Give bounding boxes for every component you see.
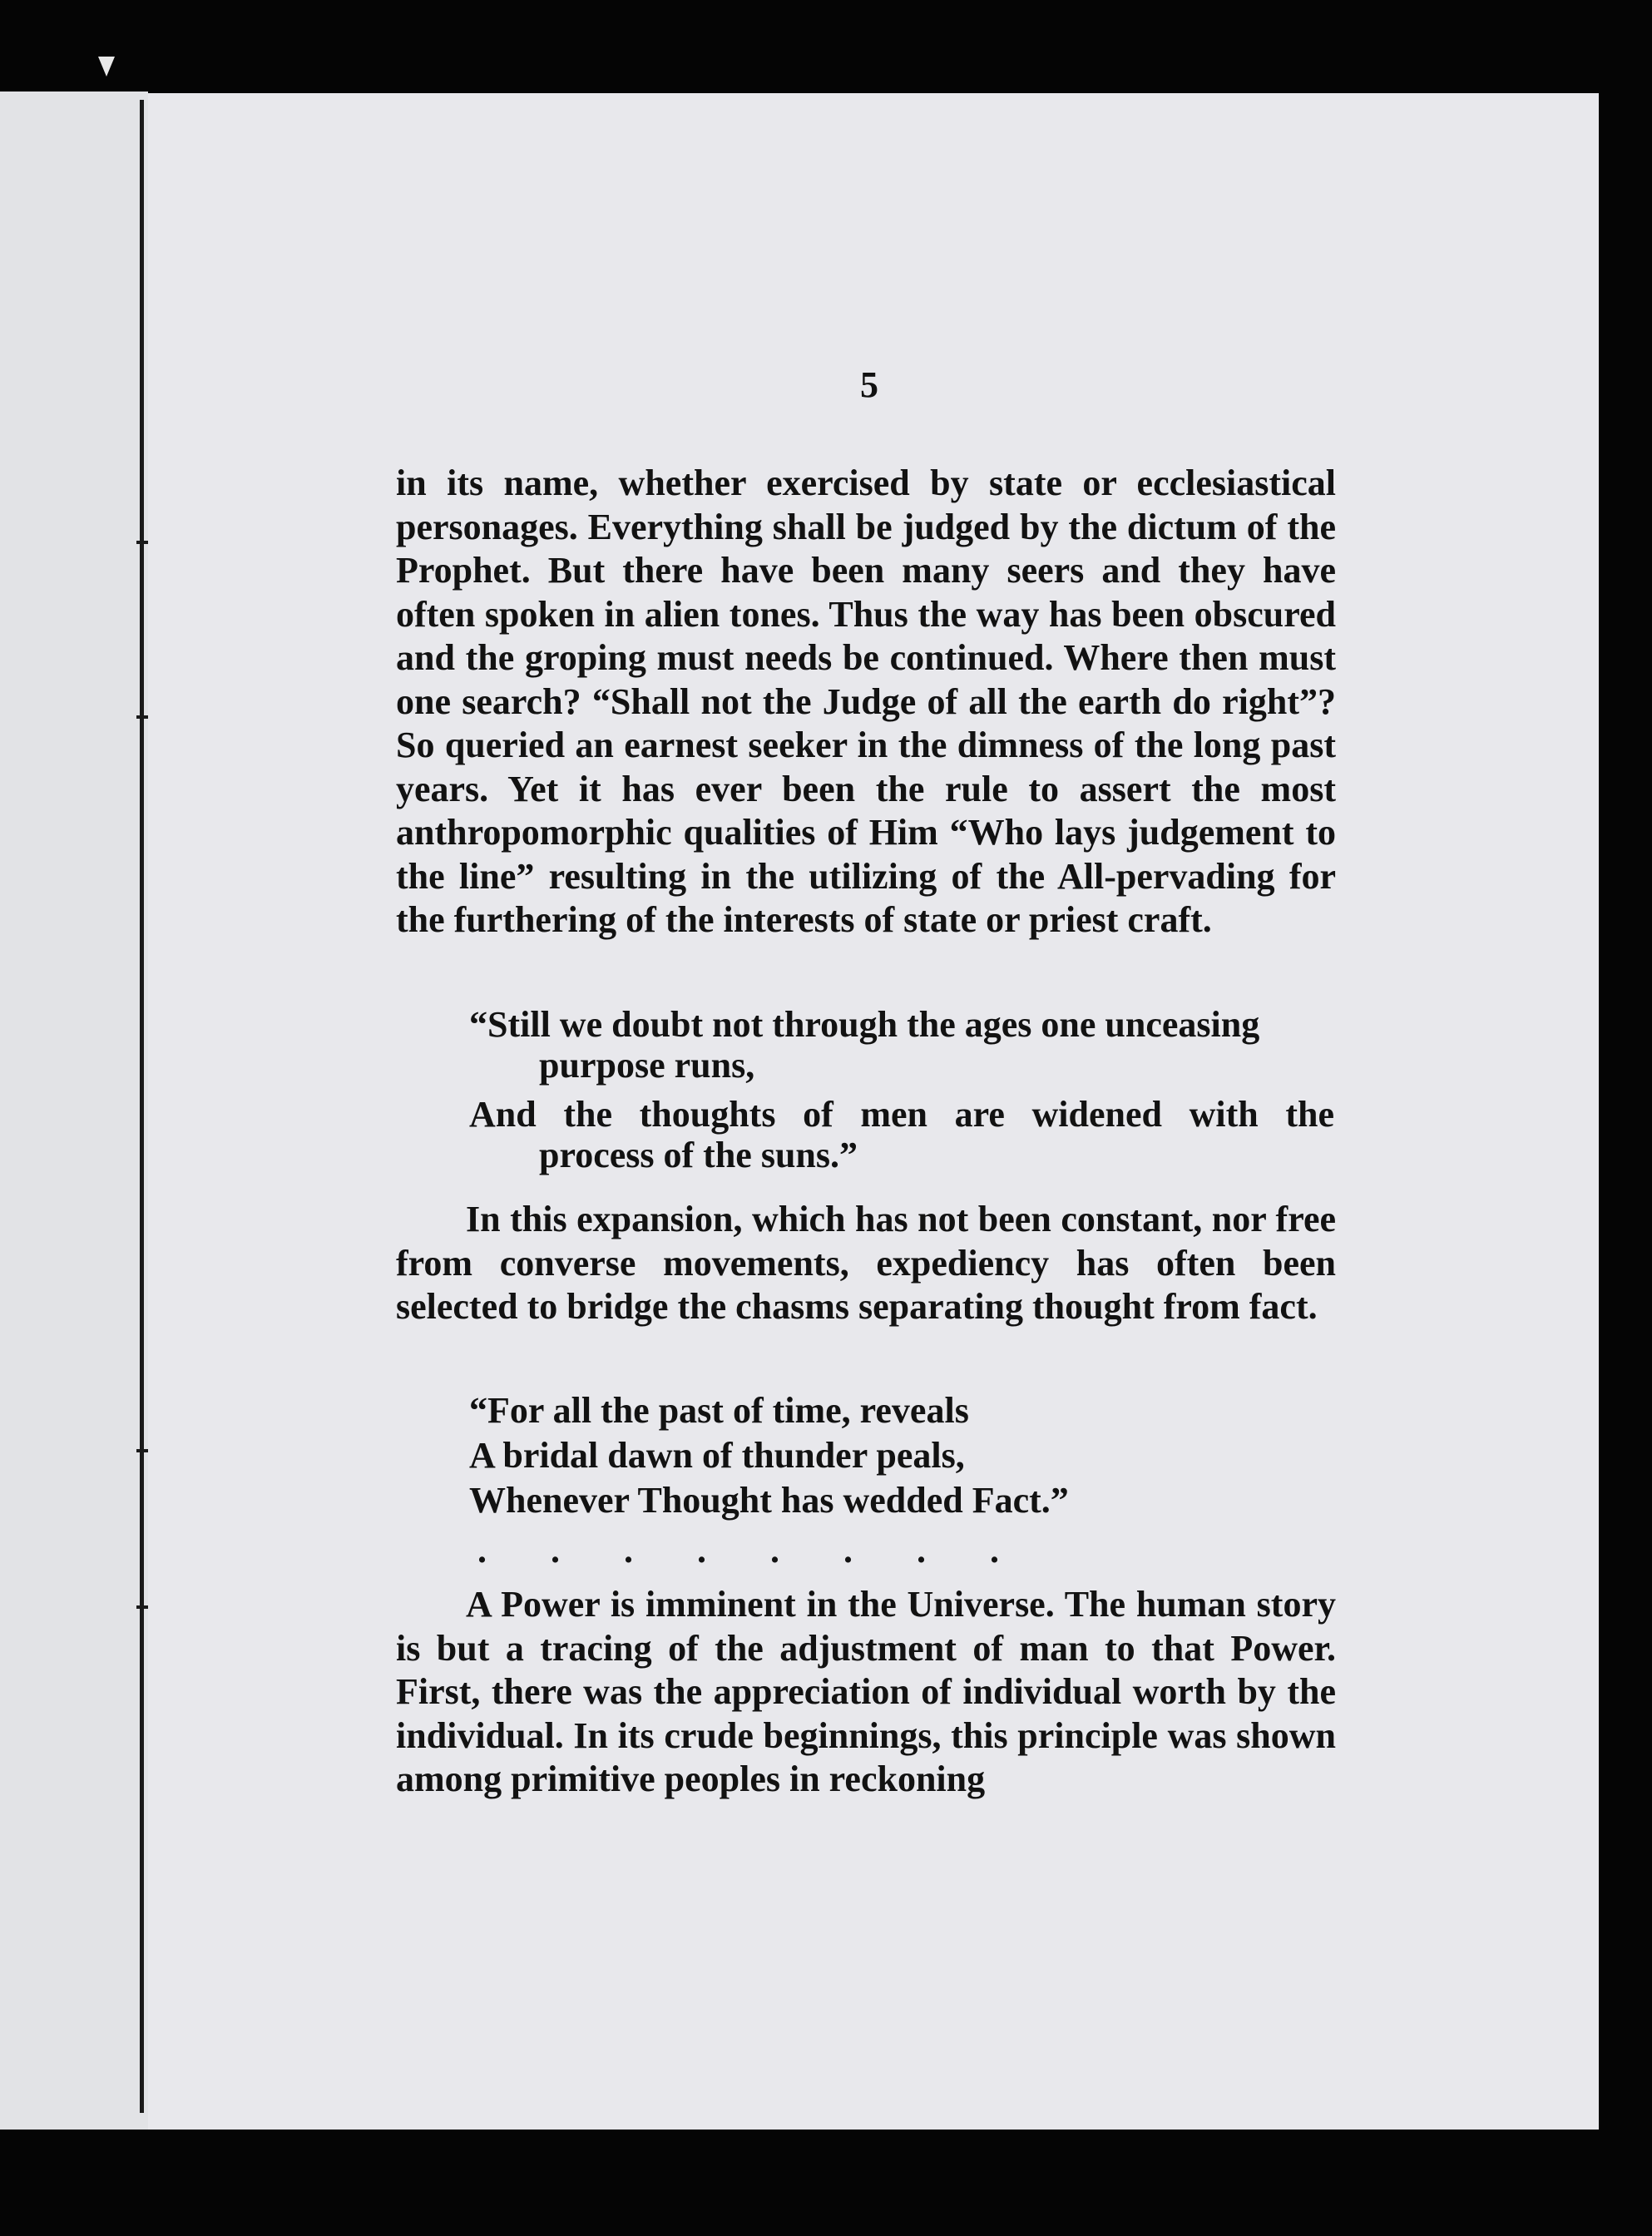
scan-marker-icon [98, 57, 115, 77]
left-page-edge [0, 92, 148, 2130]
fold-tick-mark [136, 715, 148, 719]
poem-2-line-3: Whenever Thought has wedded Fact.” [469, 1480, 1069, 1521]
poem-1-line-1-continued: purpose runs, [539, 1045, 755, 1086]
fold-tick-mark [136, 541, 148, 544]
poem-2-line-2: A bridal dawn of thunder peals, [469, 1435, 965, 1476]
paragraph-2: In this expansion, which has not been constant, nor free from converse movements, expediency has often been selected to bridge the chasms separating thought from fact. [396, 1199, 1336, 1327]
poem-1-line-2: And the thoughts of men are widened with the [469, 1094, 1334, 1135]
fold-tick-mark [136, 1449, 148, 1452]
poem-1-line-1: “Still we doubt not through the ages one unceasing [469, 1004, 1260, 1045]
page-fold-line [140, 100, 144, 2113]
page-number: 5 [860, 364, 878, 405]
poem-1-line-2-continued: process of the suns.” [539, 1135, 858, 1175]
fold-tick-mark [136, 1605, 148, 1609]
paragraph-1: in its name, whether exercised by state or ecclesiastical personages. Everything shall be judged by the dictum of the Prophet. But there have been many seers and they have often spoken in alien tones. Thus the way has been obscured and the groping must needs be continued. Where then must one search? “Shall not the Judge of all the earth do right”? So queried an earnest seeker in the dimness of the long past years. Yet it has ever been the rule to assert the most anthropomorphic qualities of Him “Who lays judgement to the line” resulting in the utilizing of the All-pervading for the furthering of the interests of state or priest craft. [396, 463, 1336, 940]
section-separator: . . . . . . . . [477, 1530, 999, 1571]
poem-2-line-1: “For all the past of time, reveals [469, 1390, 969, 1431]
paragraph-3: A Power is imminent in the Universe. The human story is but a tracing of the adjustment of man to that Power. First, there was the appreciation of individual worth by the individual. In its crude beginnings, this principle was shown among primitive peoples in reckoning [396, 1584, 1336, 1799]
